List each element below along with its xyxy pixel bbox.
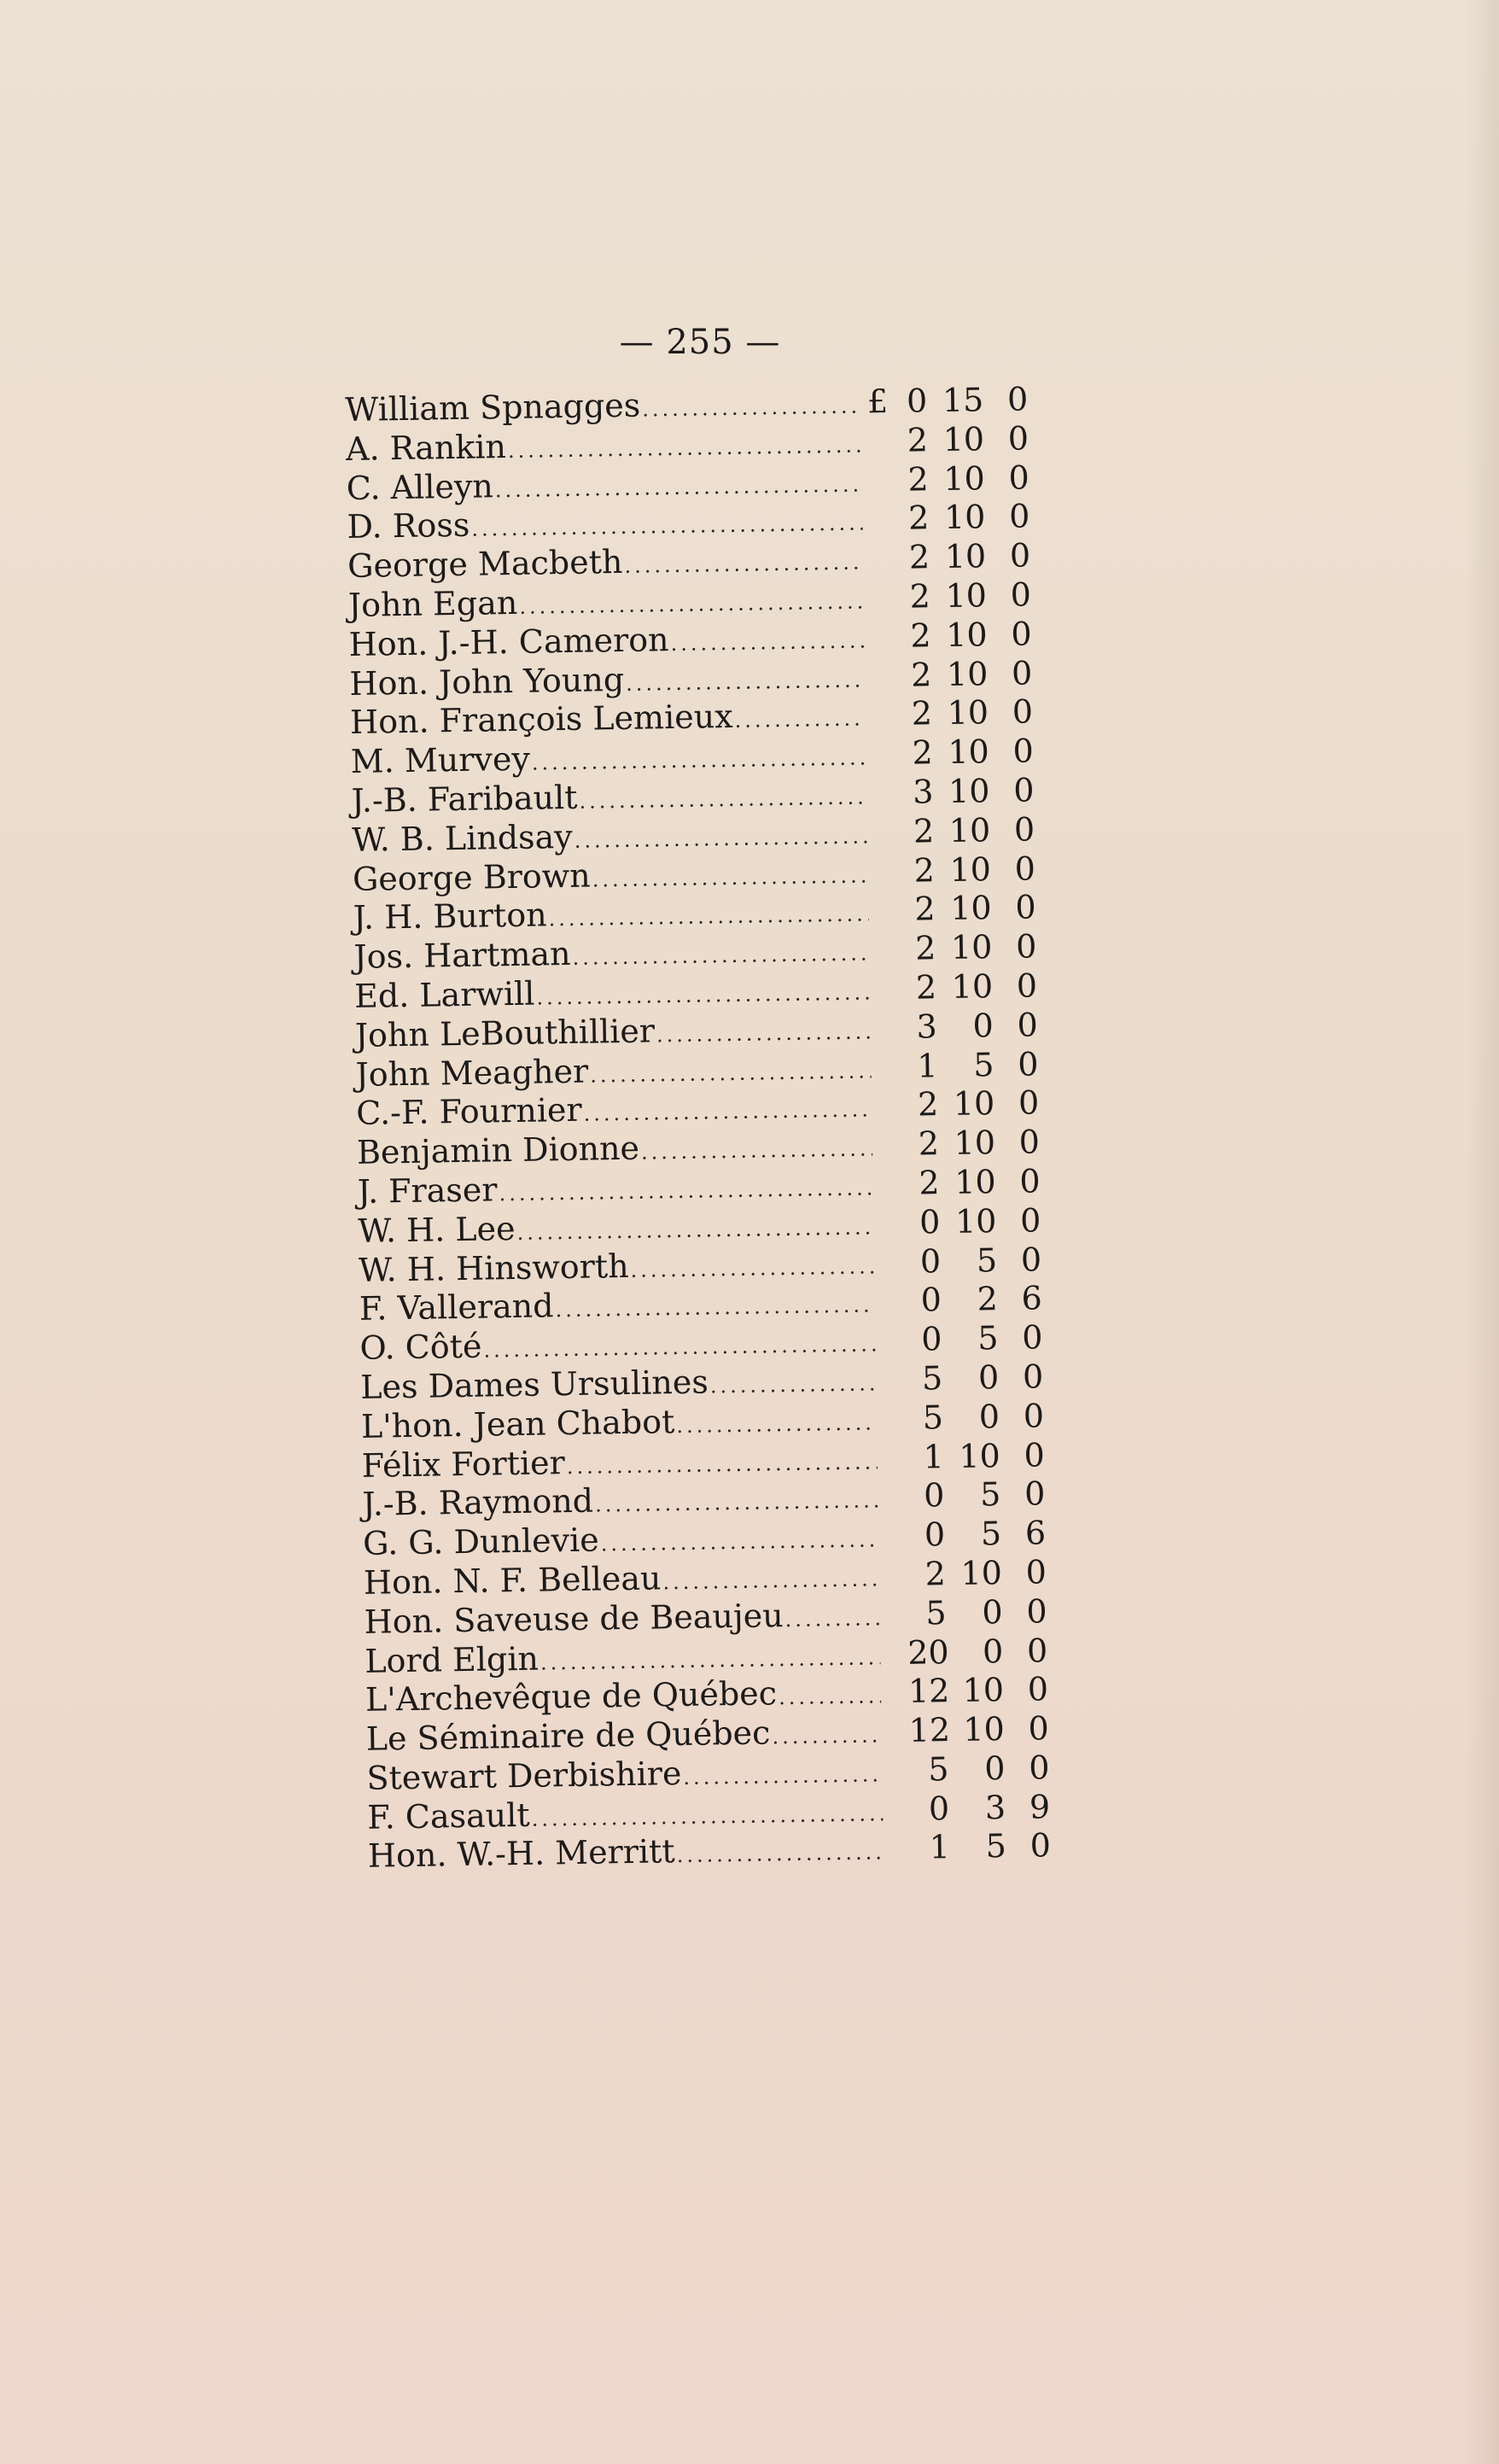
page-number: — 255 — [619,323,781,362]
subscriber-name: J. Fraser [357,1171,498,1211]
amount-pounds: 12 [908,1711,951,1749]
dot-leader [592,856,868,900]
dot-leader [555,1287,875,1331]
dot-leader [531,1795,883,1839]
amount-shillings: 0 [982,1592,1003,1632]
subscriber-name: Hon. François Lemieux [349,698,733,742]
amount-shillings: 10 [949,850,992,889]
amount-pence: 0 [1028,1749,1050,1787]
subscriber-name: Jos. Hartman [353,935,571,977]
dot-leader [499,1169,873,1214]
amount-pounds: 2 [919,1164,940,1202]
subscriber-name: George Brown [352,856,592,898]
dot-leader [574,817,867,861]
amount-pence: 6 [1021,1279,1043,1318]
amount-pence: 0 [1019,1201,1041,1240]
amount-pence: 0 [1008,458,1030,497]
subscriber-name: Hon. N. F. Belleau [363,1559,662,1602]
subscriber-name: J. H. Burton [353,896,547,937]
dot-leader [734,700,866,741]
amount-pence: 0 [1013,810,1035,849]
dot-leader [532,739,867,784]
amount-pence: 0 [1029,1826,1052,1866]
amount-shillings: 0 [983,1749,1006,1788]
amount-shillings: 5 [972,1045,994,1084]
subscriber-name: John Meagher [355,1052,589,1094]
dot-leader [772,1716,882,1757]
amount-pence: 0 [1015,927,1037,966]
amount-shillings: 10 [960,1553,1003,1592]
subscriber-name: J.-B. Raymond [362,1481,594,1524]
amount-pounds: 2 [910,616,931,655]
amount-pounds: 2 [912,733,934,772]
amount-pounds: 5 [927,1749,949,1789]
amount-pounds: 1 [916,1046,938,1085]
amount-pounds: 2 [915,968,937,1007]
dot-leader [784,1599,880,1640]
amount-pence: 0 [1019,1162,1041,1200]
subscriber-name: M. Murvey [350,739,531,781]
dot-leader [670,622,865,663]
amount-pence: 0 [1026,1631,1048,1670]
dot-leader [548,896,869,940]
dot-leader [572,935,870,978]
amount-pence: 0 [1025,1553,1047,1591]
amount-shillings: 10 [951,967,994,1006]
dot-leader [519,582,864,627]
amount-shillings: 10 [954,1124,996,1163]
amount-shillings: 10 [958,1436,1001,1475]
amount-shillings: 10 [962,1671,1005,1710]
subscriber-name: John Egan [347,583,518,624]
subscriber-name: William Spnagges [345,386,641,429]
amount-pounds: 2 [907,459,930,499]
subscriber-name: Stewart Derbishire [366,1754,682,1797]
subscriber-name: Hon. John Young [349,660,625,703]
amount-shillings: 5 [976,1241,998,1280]
amount-pounds: 2 [907,499,930,538]
amount-shillings: 5 [979,1475,1001,1514]
amount-pence: 0 [1014,849,1036,888]
dot-leader [642,388,861,430]
subscriber-name: Les Dames Ursulines [359,1363,709,1406]
amount-pence: 0 [1010,575,1032,614]
dot-leader [536,973,870,1018]
amount-shillings: 10 [946,654,989,693]
subscription-list [345,380,1051,1877]
amount-pounds: 2 [910,655,932,694]
amount-shillings: 10 [953,1084,995,1124]
amount-pounds: 20 [907,1632,949,1672]
dot-leader [495,465,863,511]
dot-leader [508,426,862,470]
amount-pounds: 12 [907,1672,950,1711]
amount-shillings: 10 [954,1163,996,1201]
subscriber-name: W. H. Lee [358,1209,516,1250]
amount-pence: 0 [1018,1083,1040,1123]
amount-pounds: 0 [924,1515,946,1554]
amount-pounds: 2 [908,538,930,576]
subscriber-name: D. Ross [347,506,470,546]
amount-pounds: 5 [925,1593,947,1632]
amount-pence: 0 [1011,615,1032,653]
dot-leader [676,1834,884,1877]
amount-pence: 0 [1015,888,1036,927]
amount-pounds: 3 [916,1007,938,1046]
amount-shillings: 10 [949,889,992,928]
amount-pence: 0 [1024,1435,1046,1474]
subscriber-name: Le Séminaire de Québec [365,1714,771,1758]
amount-pence: 0 [1028,1709,1050,1748]
amount-shillings: 0 [982,1632,1004,1670]
subscriber-name: C. Alleyn [346,466,494,507]
amount-pounds: 2 [911,694,933,733]
dot-leader [595,1482,878,1526]
dot-leader [566,1443,878,1487]
amount-pounds: 0 [919,1202,941,1241]
subscriber-name: Hon. Saveuse de Beaujeu [364,1596,784,1641]
amount-pence: 0 [1022,1358,1044,1396]
amount-shillings: 5 [977,1319,999,1358]
subscriber-name: F. Casault [366,1795,530,1836]
dot-leader [656,1013,872,1055]
amount-pence: 0 [1012,771,1035,809]
subscriber-name: Benjamin Dionne [356,1129,640,1172]
amount-shillings: 10 [963,1710,1006,1749]
dot-leader [590,1052,872,1095]
dot-leader [630,1247,874,1290]
subscriber-name: Ed. Larwill [353,974,535,1015]
amount-pence: 0 [1016,966,1038,1005]
dot-leader [676,1404,877,1445]
amount-pounds: 1 [929,1828,951,1866]
subscriber-name: O. Côté [359,1327,482,1367]
amount-pence: 0 [1026,1591,1047,1631]
amount-pounds: 1 [923,1437,945,1476]
subscriber-name: W. H. Hinsworth [358,1247,629,1289]
amount-pence: 0 [1011,653,1033,692]
amount-pence: 0 [1023,1397,1045,1435]
amount-shillings: 10 [942,420,985,458]
amount-pence: 0 [1027,1670,1049,1708]
subscriber-name: Hon. W.-H. Merritt [367,1832,675,1876]
amount-shillings: 0 [978,1397,1000,1436]
subscriber-name: A. Rankin [345,427,507,468]
subscriber-name: J.-B. Faribault [351,778,578,820]
dot-leader [641,1130,873,1173]
amount-pounds: 0 [923,1476,945,1515]
dot-leader [516,1208,874,1252]
amount-pence: 0 [1007,419,1029,458]
amount-pounds: 2 [914,929,936,967]
amount-pounds: 0 [920,1320,942,1358]
amount-pounds: 5 [921,1359,943,1398]
amount-shillings: 10 [948,733,990,772]
amount-pence: 0 [1024,1474,1046,1513]
subscriber-name: L'Archevêque de Québec [365,1674,778,1720]
currency-symbol: £ [866,382,889,421]
subscriber-name: C.-F. Fournier [355,1091,582,1133]
amount-shillings: 5 [985,1827,1007,1866]
subscriber-name: George Macbeth [347,543,623,586]
amount-shillings: 10 [942,458,986,498]
amount-pounds: 2 [913,850,936,890]
amount-shillings: 0 [977,1358,1000,1397]
amount-shillings: 5 [980,1515,1002,1553]
amount-shillings: 10 [950,928,993,967]
subscriber-name: Lord Elgin [365,1639,540,1680]
amount-shillings: 15 [942,381,984,420]
amount-shillings: 10 [947,693,989,733]
dot-leader [626,661,866,704]
dot-leader [779,1678,882,1719]
amount-pounds: 0 [928,1789,950,1828]
amount-pounds: 5 [922,1398,944,1437]
amount-shillings: 10 [945,576,988,615]
amount-pounds: 2 [907,421,929,459]
amount-shillings: 3 [984,1788,1006,1827]
amount-pence: 9 [1029,1787,1051,1826]
dot-leader [471,505,863,550]
amount-pence: 6 [1024,1514,1047,1552]
amount-shillings: 10 [948,772,990,810]
amount-pounds: 2 [913,811,935,850]
amount-pence: 0 [1021,1318,1043,1357]
amount-pence: 0 [1012,692,1034,732]
subscriber-name: John LeBouthillier [354,1012,656,1054]
amount-pence: 0 [1018,1123,1041,1161]
amount-pounds: 0 [906,382,928,420]
amount-pence: 0 [1017,1044,1039,1083]
dot-leader [709,1364,876,1406]
amount-pounds: 3 [912,773,934,811]
amount-pence: 0 [1012,732,1035,770]
dot-leader [600,1521,878,1564]
amount-shillings: 10 [944,537,987,576]
subscriber-name: L'hon. Jean Chabot [360,1402,675,1445]
subscriber-name: Hon. J.-H. Cameron [348,620,669,663]
amount-pounds: 0 [920,1281,942,1319]
amount-pence: 0 [1006,380,1029,418]
amount-pounds: 2 [924,1555,947,1593]
amount-shillings: 0 [972,1006,994,1045]
amount-pence: 0 [1017,1006,1039,1044]
subscriber-name: F. Vallerand [359,1287,554,1328]
amount-shillings: 10 [948,810,991,850]
amount-shillings: 10 [954,1201,997,1241]
subscriber-name: G. G. Dunlevie [362,1521,600,1562]
amount-shillings: 10 [945,615,988,654]
amount-pence: 0 [1020,1240,1042,1279]
dot-leader [624,544,863,587]
amount-pounds: 2 [917,1085,939,1124]
amount-shillings: 2 [977,1280,999,1318]
amount-pence: 0 [1009,536,1031,575]
dot-leader [683,1755,883,1797]
dot-leader [583,1091,872,1135]
amount-pounds: 2 [909,577,931,616]
amount-pounds: 0 [919,1241,942,1281]
page-edge-shadow [1465,0,1499,2464]
amount-pounds: 2 [918,1124,940,1163]
subscriber-name: Félix Fortier [361,1443,566,1485]
dot-leader [579,778,867,821]
amount-pounds: 2 [914,890,936,928]
subscriber-name: W. B. Lindsay [351,817,574,859]
amount-pence: 0 [1008,497,1030,536]
amount-shillings: 10 [943,498,986,537]
